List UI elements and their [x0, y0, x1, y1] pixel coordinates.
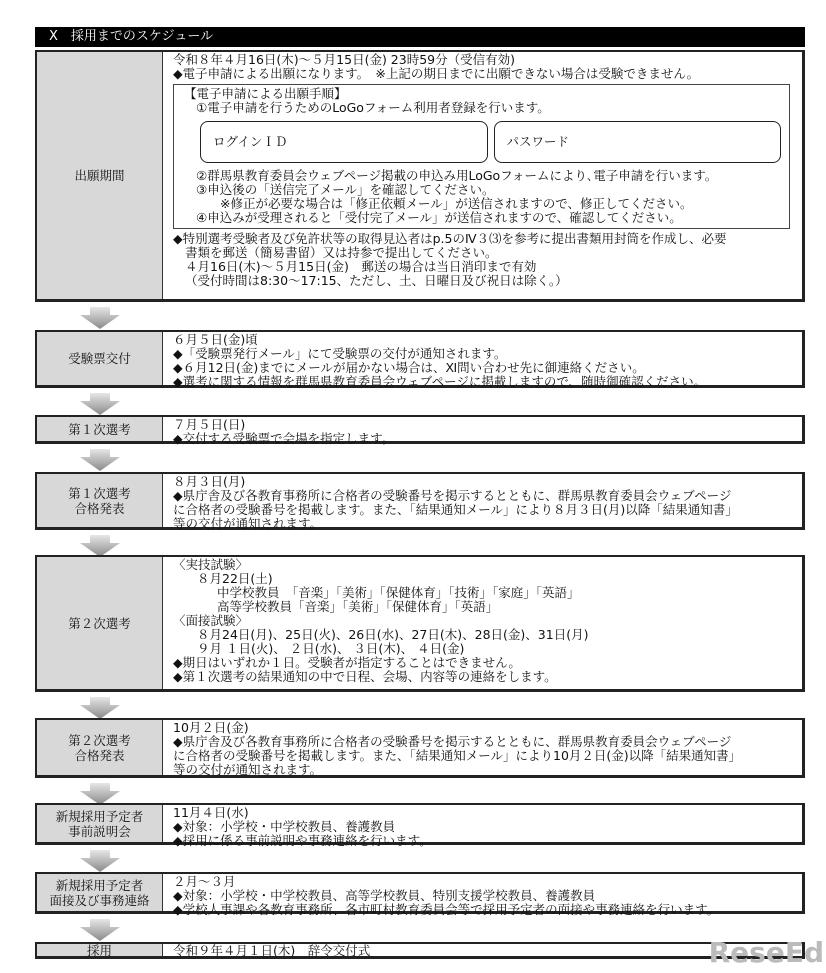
down-arrow-icon: [80, 393, 120, 415]
label-line: 採用: [86, 942, 112, 958]
label-line: 第１次選考: [68, 485, 131, 501]
row-label: [37, 944, 163, 956]
row-content: [163, 417, 802, 446]
row-content: [163, 805, 802, 848]
content-line: ◆対象：小学校・中学校教員、養護教員: [173, 819, 396, 834]
procedure-step4: ④申込みが受理されると「受付完了メール」が送信されますので、確認してください。: [196, 210, 682, 225]
content-line: に合格者の受験番号を掲載します。また、「結果通知メール」により８月３日(月)以降「結果通知書」: [173, 502, 738, 517]
content-line: 令和８年４月16日(木)～５月15日(金) 23時59分（受信有効): [173, 52, 515, 67]
row-content: [163, 944, 802, 956]
content-line: 令和９年４月１日(木) 辞令交付式: [173, 943, 371, 958]
content-line: ◆対象：小学校・中学校教員、高等学校教員、特別支援学校教員、養護教員: [173, 888, 596, 903]
content-line: ◆県庁舎及び各教育事務所に合格者の受験番号を掲示するとともに、群馬県教育委員会ウェブページ: [173, 734, 732, 749]
content-line: ◆「受験票発行メール」にて受験票の交付が通知されます。: [173, 346, 507, 361]
schedule-row: [35, 415, 805, 444]
content-line: ９月 １日(火)、 ２日(水)、 ３日(木)、 ４日(金): [197, 641, 465, 656]
down-arrow-icon: [80, 449, 120, 471]
row-content: [163, 52, 802, 299]
content-line: ８月24日(月)、25日(火)、26日(水)、27日(木)、28日(金)、31日(月): [197, 627, 589, 642]
label-line: 合格発表: [74, 500, 125, 516]
content-line: 10月２日(金): [173, 720, 249, 735]
schedule-row: [35, 472, 805, 530]
label-line: 合格発表: [74, 747, 125, 763]
content-line: 等の交付が通知されます。: [173, 516, 323, 531]
content-line: ◆交付する受験票で会場を指定します。: [173, 431, 395, 446]
label-line: 出願期間: [74, 168, 125, 183]
schedule-row: [35, 50, 805, 302]
content-line: ２月～３月: [173, 874, 236, 889]
content-line: ◆第１次選考の結果通知の中で日程、会場、内容等の連絡をします。: [173, 669, 557, 684]
content-line: 高等学校教員「音楽」「美術」「保健体育」「英語」: [217, 599, 499, 614]
section-header: X 採用までのスケジュール: [35, 27, 805, 47]
label-line: 第２次選考: [68, 615, 131, 631]
schedule-row: [35, 942, 805, 959]
label-line: 受験票交付: [68, 351, 131, 366]
row-content: [163, 474, 802, 531]
procedure-step2: ②群馬県教育委員会ウェブページ掲載の申込み用LoGoフォームにより､電子申請を行います。: [196, 168, 718, 183]
content-line: ４月16日(木)～５月15日(金) 郵送の場合は当日消印まで有効: [185, 259, 537, 274]
content-line: 〈実技試験〉: [173, 557, 249, 572]
schedule-row: [35, 330, 805, 388]
content-line: ６月５日(金)頃: [173, 332, 258, 347]
row-label: [37, 52, 163, 299]
down-arrow-icon: [80, 697, 120, 719]
down-arrow-icon: [80, 850, 120, 872]
content-line: に合格者の受験番号を掲載します。また、「結果通知メール」により10月２日(金)以降「結果通知書」: [173, 748, 742, 763]
content-line: ◆学校人事課や各教育事務所、各市町村教育委員会等で採用予定者の面接や事務連絡を行います。: [173, 902, 720, 917]
row-label: [37, 474, 163, 527]
row-label: [37, 557, 163, 689]
application-procedure-box: [173, 84, 790, 229]
content-line: ◆電子申請による出願になります。 ※上記の期日までに出願できない場合は受験できません。: [173, 66, 700, 81]
content-line: ◆６月12日(金)までにメールが届かない場合は、Ⅺ問い合わせ先に御連絡ください。: [173, 360, 645, 375]
content-line: ◆期日はいずれか１日。受験者が指定することはできません。: [173, 655, 521, 670]
content-line: ◆特別選考受験者及び免許状等の取得見込者はp.5のⅣ３⑶を参考に提出書類用封筒を作成し、必要: [173, 231, 727, 246]
watermark-logo: ReseEd: [708, 936, 824, 969]
row-content: [163, 557, 802, 689]
content-line: ◆県庁舎及び各教育事務所に合格者の受験番号を掲示するとともに、群馬県教育委員会ウェブページ: [173, 488, 732, 503]
row-label: [37, 332, 163, 385]
schedule-row: [35, 718, 805, 778]
label-line: 新規採用予定者: [55, 808, 144, 824]
down-arrow-icon: [80, 783, 120, 805]
content-line: ８月22日(土): [197, 571, 273, 586]
label-line: 第１次選考: [68, 421, 131, 437]
row-content: [163, 720, 802, 775]
procedure-step1: ①電子申請を行うためのLoGoフォーム利用者登録を行います。: [196, 100, 550, 115]
label-line: 新規採用予定者: [55, 877, 144, 893]
password-field: パスワード: [494, 121, 782, 163]
content-line: 等の交付が通知されます。: [173, 762, 323, 777]
label-line: 面接及び事務連絡: [49, 892, 150, 908]
schedule-row: [35, 555, 805, 692]
content-line: 書類を郵送（簡易書留）又は持参で提出してください。: [185, 245, 498, 260]
content-line: 11月４日(水): [173, 805, 249, 820]
procedure-step3: ③申込後の「送信完了メール」を確認してください。: [196, 182, 495, 197]
login-id-field: ログインＩＤ: [200, 121, 488, 163]
schedule-row: [35, 872, 805, 917]
procedure-title: 【電子申請による出願手順】: [184, 86, 347, 101]
row-label: [37, 805, 163, 842]
row-label: [37, 417, 163, 441]
row-label: [37, 874, 163, 911]
row-label: [37, 720, 163, 775]
label-line: 第２次選考: [68, 732, 131, 748]
credential-boxes: [200, 121, 781, 163]
content-line: ◆選考に関する情報を群馬県教育委員会ウェブページに掲載しますので、随時御確認ください。: [173, 374, 707, 389]
content-line: ７月５日(日): [173, 417, 246, 432]
content-line: 中学校教員 「音楽」「美術」「保健体育」「技術」「家庭」「英語」: [217, 585, 580, 600]
content-line: ◆採用に係る事前説明や事務連絡を行います。: [173, 833, 432, 848]
content-line: 〈面接試験〉: [173, 613, 249, 628]
down-arrow-icon: [80, 307, 120, 329]
row-content: [163, 874, 802, 917]
content-line: （受付時間は8:30～17:15、ただし、土、日曜日及び祝日は除く。）: [185, 273, 568, 288]
label-line: 事前説明会: [68, 823, 131, 839]
content-line: ８月３日(月): [173, 474, 246, 489]
row-content: [163, 332, 802, 389]
down-arrow-icon: [80, 919, 120, 941]
schedule-row: [35, 803, 805, 848]
down-arrow-icon: [80, 535, 120, 557]
procedure-step3_note: ※修正が必要な場合は「修正依頼メール」が送信されますので、修正してください。: [220, 196, 693, 211]
